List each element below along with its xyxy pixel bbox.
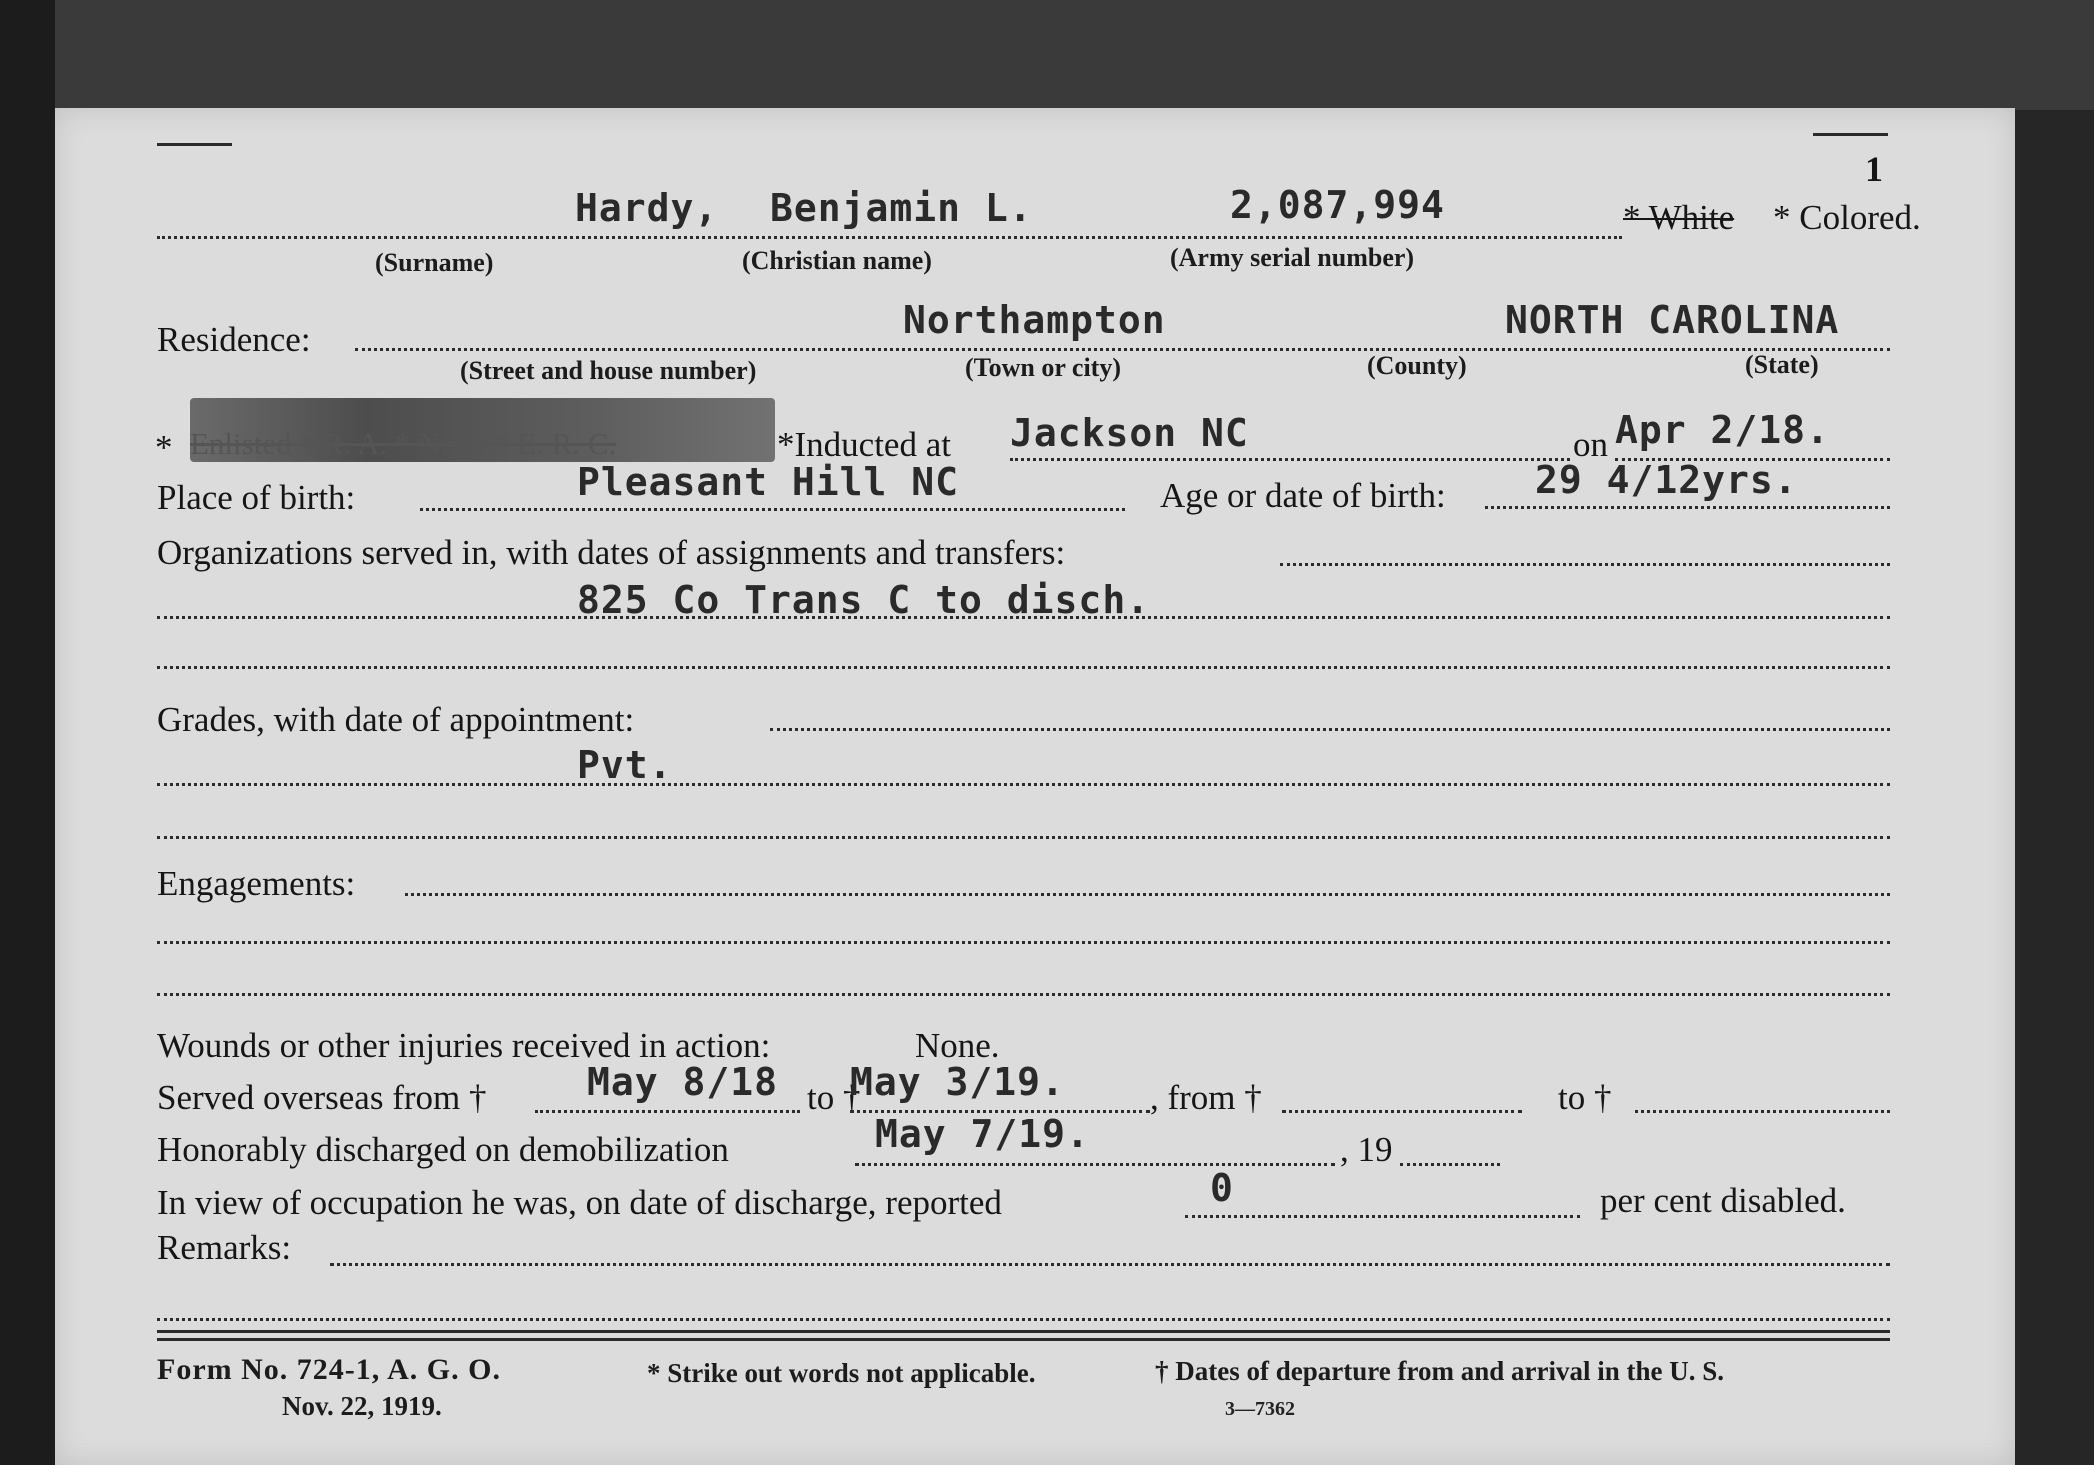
discharge-label: Honorably discharged on demobilization: [157, 1130, 729, 1169]
disability-label: In view of occupation he was, on date of discharge, reported: [157, 1183, 1002, 1222]
induction-prefix: *: [155, 428, 173, 467]
engagements-line-1: [405, 893, 1890, 896]
wounds-value: None.: [915, 1026, 1000, 1065]
engagements-label: Engagements:: [157, 864, 356, 903]
record-card: [55, 108, 2015, 1465]
overseas-to2-line: [1635, 1110, 1890, 1113]
birth-place-line: [420, 508, 1125, 511]
overseas-from2-label: , from †: [1150, 1078, 1262, 1117]
organizations-line-2: [157, 616, 1890, 619]
disability-line: [1185, 1215, 1580, 1218]
card-number: 1: [1865, 149, 1883, 189]
residence-line: [355, 348, 1890, 351]
race-colored: * Colored.: [1773, 198, 1921, 237]
top-left-dash: [157, 143, 232, 146]
background-left: [0, 0, 55, 1465]
discharge-date: May 7/19.: [875, 1112, 1090, 1156]
overseas-to-label: to †: [807, 1078, 861, 1117]
caption-town: (Town or city): [965, 353, 1121, 382]
organizations-line-1: [1280, 563, 1890, 566]
footer-rule-1: [157, 1330, 1890, 1333]
caption-christian-name: (Christian name): [742, 246, 932, 275]
caption-state: (State): [1745, 350, 1819, 379]
caption-serial-number: (Army serial number): [1170, 243, 1415, 272]
residence-state: NORTH CAROLINA: [1505, 298, 1840, 342]
caption-county: (County): [1367, 351, 1467, 380]
induction-on-label: on: [1573, 425, 1608, 464]
dates-note: † Dates of departure from and arrival in the U. S.: [1155, 1356, 1724, 1386]
form-number: Form No. 724-1, A. G. O.: [157, 1353, 501, 1386]
grades-line-1: [770, 728, 1890, 731]
form-date: Nov. 22, 1919.: [282, 1391, 442, 1421]
age-value: 29 4/12yrs.: [1535, 458, 1798, 502]
overseas-from2-line: [1282, 1110, 1522, 1113]
strike-note: * Strike out words not applicable.: [647, 1358, 1036, 1388]
residence-town: Northampton: [903, 298, 1166, 342]
overseas-from-line: [535, 1110, 800, 1113]
engagements-line-3: [157, 993, 1890, 996]
serial-number: 2,087,994: [1230, 183, 1445, 227]
caption-surname: (Surname): [375, 248, 494, 277]
top-right-dash: [1813, 133, 1888, 136]
birth-place: Pleasant Hill NC: [577, 460, 960, 504]
organizations-line-3: [157, 666, 1890, 669]
age-label: Age or date of birth:: [1160, 476, 1446, 515]
birth-place-label: Place of birth:: [157, 478, 356, 517]
grades-line-3: [157, 836, 1890, 839]
grades-value: Pvt.: [577, 743, 673, 787]
discharge-line: [855, 1163, 1335, 1166]
overseas-label: Served overseas from †: [157, 1078, 487, 1117]
wounds-label: Wounds or other injuries received in action:: [157, 1026, 771, 1065]
age-line: [1485, 506, 1890, 509]
overseas-to: May 3/19.: [850, 1060, 1065, 1104]
enlisted-options: Enlisted * R. A. * N. G. * E. R. C.: [190, 426, 617, 461]
background-top: [0, 0, 2094, 110]
inducted-place: Jackson NC: [1010, 411, 1249, 455]
print-code: 3—7362: [1225, 1398, 1295, 1420]
discharge-year-line: [1400, 1163, 1500, 1166]
christian-name: Benjamin L.: [770, 186, 1033, 230]
induction-line: [1010, 458, 1570, 461]
organizations-label: Organizations served in, with dates of assignments and transfers:: [157, 533, 1066, 572]
footer-rule-2: [157, 1338, 1890, 1341]
remarks-line-1: [330, 1263, 1890, 1266]
caption-street: (Street and house number): [460, 356, 757, 385]
induction-date: Apr 2/18.: [1615, 408, 1830, 452]
discharge-year-label: , 19: [1340, 1130, 1393, 1169]
remarks-line-2: [157, 1318, 1890, 1321]
grades-label: Grades, with date of appointment:: [157, 700, 635, 739]
disability-value: 0: [1210, 1166, 1234, 1210]
organizations-value: 825 Co Trans C to disch.: [577, 578, 1151, 622]
residence-label: Residence:: [157, 320, 311, 359]
grades-line-2: [157, 783, 1890, 786]
name-line: [157, 236, 1622, 239]
overseas-from: May 8/18: [587, 1060, 779, 1104]
race-white: * White: [1623, 198, 1735, 237]
surname: Hardy,: [575, 186, 719, 230]
engagements-line-2: [157, 941, 1890, 944]
remarks-label: Remarks:: [157, 1228, 292, 1267]
inducted-label: *Inducted at: [777, 425, 951, 464]
disability-suffix: per cent disabled.: [1600, 1181, 1846, 1220]
overseas-to2-label: to †: [1558, 1078, 1612, 1117]
